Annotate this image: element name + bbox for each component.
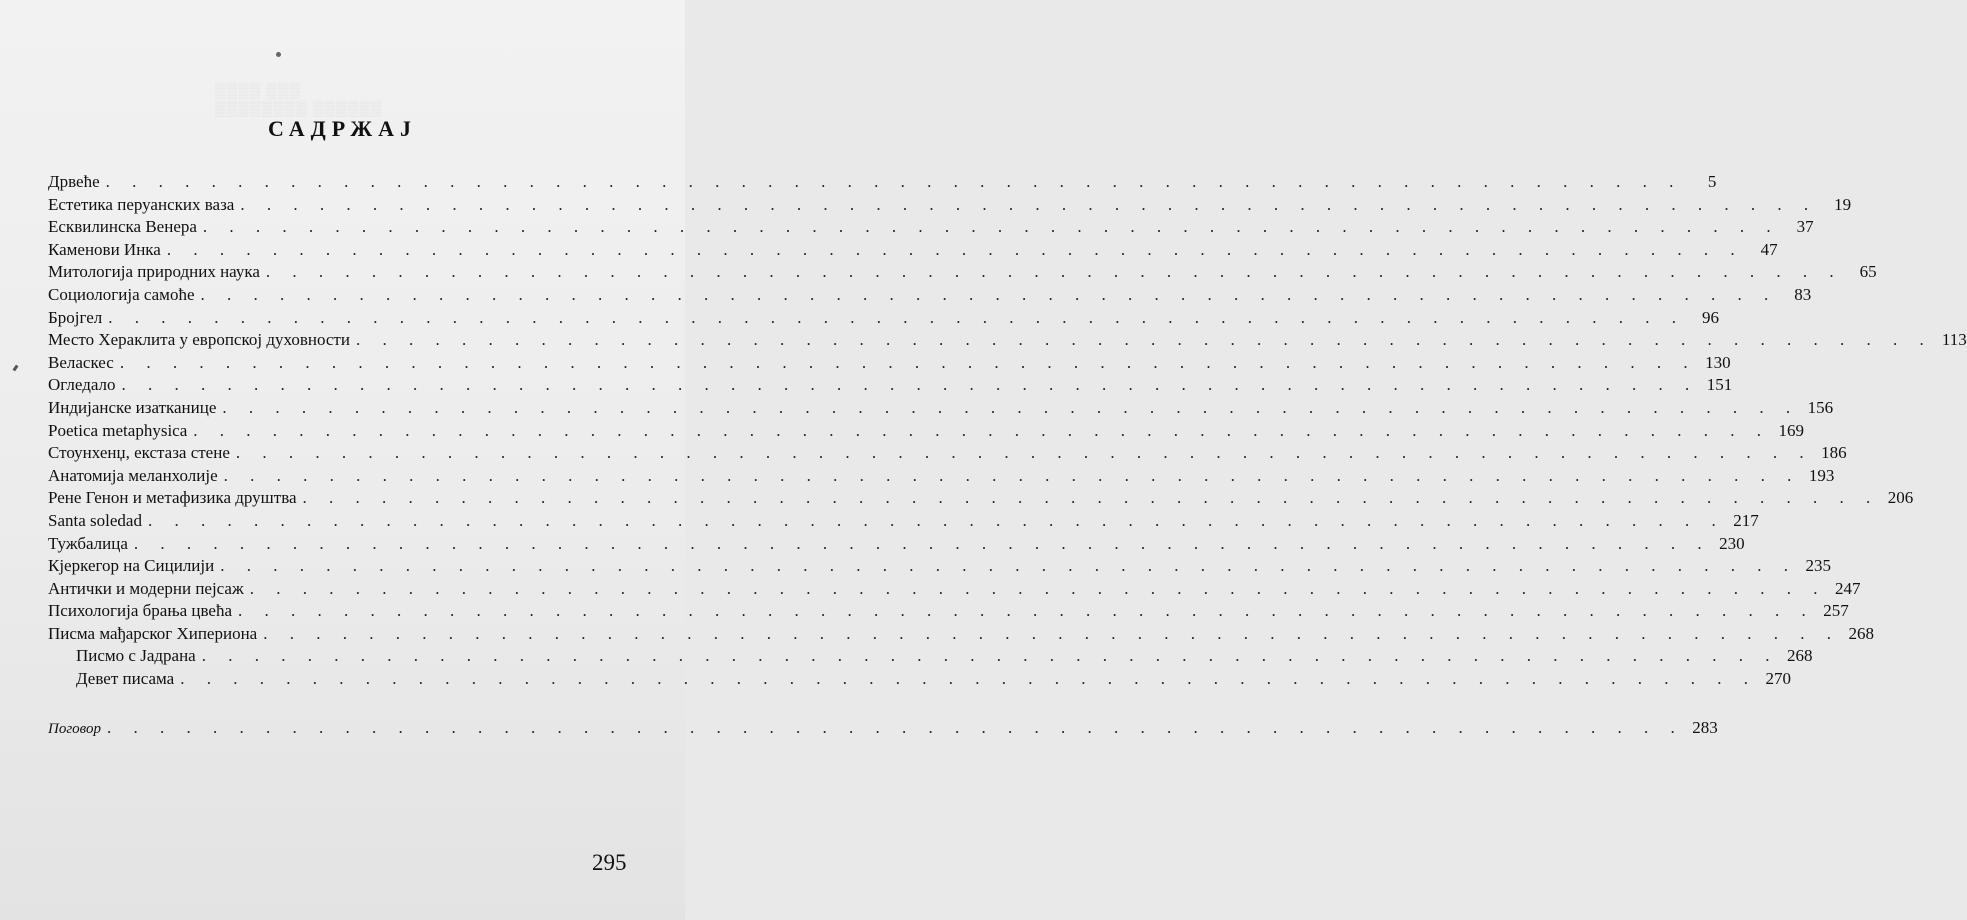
toc-entry — [48, 217, 1814, 240]
dot-leader: . . . . . . . . . . . . . . . . . . . . . . . . . . . . . . . . . . . . . . . . . . . . . . . . . . . . . . . . . . . . — [108, 307, 1686, 327]
entry-page-number: 96 — [1702, 307, 1720, 327]
dot-leader: . . . . . . . . . . . . . . . . . . . . . . . . . . . . . . . . . . . . . . . . . . . . . . . . . . . . . . . . . . . . — [223, 465, 1801, 485]
bleed-through-text: ▒▒▒▒ ▒▒▒ ▒▒▒▒▒▒▒▒ ▒▒▒▒▒▒ — [215, 83, 383, 117]
entry-title: Анатомија меланхолије — [48, 465, 218, 485]
toc-entry — [48, 623, 1874, 647]
entry-title: Митологија природних наука — [48, 262, 260, 282]
toc-entry — [48, 172, 1717, 195]
dot-leader: . . . . . . . . . . . . . . . . . . . . . . . . . . . . . . . . . . . . . . . . . . . . . . . . . . . . . . . . . . . . — [238, 601, 1815, 621]
entry-title: Poetica metaphysica — [48, 420, 188, 440]
toc-entry — [48, 284, 1812, 308]
toc-entry — [48, 601, 1849, 624]
entry-title: Огледало — [48, 375, 116, 395]
entry-title: Антички и модерни пејсаж — [48, 578, 244, 598]
entry-page-number: 19 — [1834, 194, 1852, 214]
entry-title: Веласкес — [48, 352, 114, 372]
dot-leader: . . . . . . . . . . . . . . . . . . . . . . . . . . . . . . . . . . . . . . . . . . . . . . . . . . . . . . . . . . . . — [302, 488, 1880, 508]
dot-leader: . . . . . . . . . . . . . . . . . . . . . . . . . . . . . . . . . . . . . . . . . . . . . . . . . . . . . . . . . . . . — [121, 375, 1699, 395]
ink-mark — [13, 365, 19, 372]
entry-title: Естетика перуанских ваза — [48, 194, 235, 214]
entry-page-number: 186 — [1821, 443, 1847, 463]
dot-leader: . . . . . . . . . . . . . . . . . . . . . . . . . . . . . . . . . . . . . . . . . . . . . . . . . . . . . . . . . . . . — [119, 352, 1697, 372]
toc-entry — [48, 307, 1720, 331]
entry-page-number: 268 — [1848, 623, 1874, 643]
dot-leader: . . . . . . . . . . . . . . . . . . . . . . . . . . . . . . . . . . . . . . . . . . . . . . . . . . . . . . . . . . . . — [202, 217, 1780, 237]
entry-page-number: 268 — [1786, 646, 1813, 666]
entry-page-number: 65 — [1859, 262, 1877, 282]
page-title: САДРЖАЈ — [267, 116, 418, 141]
entry-title: Поговор — [48, 720, 101, 737]
entry-title: Каменови Инка — [48, 239, 161, 259]
entry-title: Социологија самоће — [48, 284, 195, 304]
entry-page-number: 270 — [1765, 669, 1791, 689]
dot-leader: . . . . . . . . . . . . . . . . . . . . . . . . . . . . . . . . . . . . . . . . . . . . . . . . . . . . . . . . . . . . — [107, 717, 1684, 737]
entry-title: Стоунхенџ, екстаза стене — [48, 443, 230, 463]
entry-title: Дрвеће — [48, 172, 100, 191]
toc-entry — [48, 510, 1759, 534]
dot-leader: . . . . . . . . . . . . . . . . . . . . . . . . . . . . . . . . . . . . . . . . . . . . . . . . . . . . . . . . . . . . — [263, 623, 1840, 643]
entry-title: Рене Генон и метафизика друштва — [48, 488, 297, 508]
entry-page-number: 206 — [1887, 488, 1914, 508]
dot-leader: . . . . . . . . . . . . . . . . . . . . . . . . . . . . . . . . . . . . . . . . . . . . . . . . . . . . . . . . . . . . — [193, 420, 1771, 440]
dot-leader: . . . . . . . . . . . . . . . . . . . . . . . . . . . . . . . . . . . . . . . . . . . . . . . . . . . . . . . . . . . . — [240, 194, 1818, 214]
entry-title: Индијанске изатканице — [48, 397, 217, 417]
toc-subentry — [48, 669, 1791, 692]
page-number: 295 — [592, 850, 627, 875]
toc-entry — [48, 420, 1805, 444]
table-of-contents — [48, 172, 1967, 740]
dot-leader: . . . . . . . . . . . . . . . . . . . . . . . . . . . . . . . . . . . . . . . . . . . . . . . . . . . . . . . . . . . . — [200, 284, 1778, 304]
entry-title: Кјеркегор на Сицилији — [48, 556, 215, 576]
toc-subentry — [48, 646, 1813, 669]
entry-page-number: 83 — [1794, 284, 1812, 304]
dot-leader: . . . . . . . . . . . . . . . . . . . . . . . . . . . . . . . . . . . . . . . . . . . . . . . . . . . . . . . . . . . . — [265, 262, 1843, 282]
toc-entry — [48, 375, 1733, 398]
toc-entry — [48, 194, 1852, 218]
entry-page-number: 113 — [1941, 330, 1967, 350]
entry-page-number: 230 — [1719, 533, 1745, 553]
dot-leader: . . . . . . . . . . . . . . . . . . . . . . . . . . . . . . . . . . . . . . . . . . . . . . . . . . . . . . . . . . . . — [105, 172, 1683, 191]
entry-page-number: 5 — [1707, 172, 1717, 191]
entry-page-number: 235 — [1805, 556, 1831, 576]
entry-title: Тужбалица — [48, 533, 128, 553]
toc-entry — [48, 239, 1778, 263]
entry-title: Есквилинска Венера — [48, 217, 197, 237]
toc-entry — [48, 443, 1847, 466]
dot-leader: . . . . . . . . . . . . . . . . . . . . . . . . . . . . . . . . . . . . . . . . . . . . . . . . . . . . . . . . . . . . — [249, 578, 1827, 598]
dot-leader: . . . . . . . . . . . . . . . . . . . . . . . . . . . . . . . . . . . . . . . . . . . . . . . . . . . . . . . . . . . . — [222, 397, 1800, 417]
entry-page-number: 257 — [1823, 601, 1849, 621]
dot-leader: . . . . . . . . . . . . . . . . . . . . . . . . . . . . . . . . . . . . . . . . . . . . . . . . . . . . . . . . . . . . — [133, 533, 1711, 553]
entry-page-number: 247 — [1834, 578, 1861, 598]
toc-afterword — [48, 717, 1718, 741]
dot-leader: . . . . . . . . . . . . . . . . . . . . . . . . . . . . . . . . . . . . . . . . . . . . . . . . . . . . . . . . . . . . — [355, 330, 1933, 350]
entry-title: Психологија брања цвећа — [48, 601, 233, 621]
entry-title: Бројгел — [48, 307, 103, 327]
entry-page-number: 169 — [1778, 420, 1805, 440]
ink-speck — [276, 52, 281, 57]
entry-title: Девет писама — [76, 669, 175, 689]
toc-entry — [48, 262, 1877, 285]
dot-leader: . . . . . . . . . . . . . . . . . . . . . . . . . . . . . . . . . . . . . . . . . . . . . . . . . . . . . . . . . . . . — [201, 646, 1779, 666]
toc-entry — [48, 465, 1835, 489]
toc-entry — [48, 578, 1861, 602]
entry-page-number: 283 — [1692, 717, 1718, 737]
entry-page-number: 217 — [1733, 510, 1759, 530]
toc-entry — [48, 397, 1834, 421]
entry-page-number: 151 — [1706, 375, 1733, 395]
entry-title: Santa soledad — [48, 510, 142, 530]
entry-page-number: 130 — [1705, 352, 1731, 372]
entry-page-number: 37 — [1796, 217, 1814, 237]
entry-title: Писмо с Јадрана — [76, 646, 196, 666]
toc-entry — [48, 488, 1914, 511]
toc-entry — [48, 352, 1731, 376]
entry-page-number: 193 — [1808, 465, 1835, 485]
dot-leader: . . . . . . . . . . . . . . . . . . . . . . . . . . . . . . . . . . . . . . . . . . . . . . . . . . . . . . . . . . . . — [220, 556, 1797, 576]
dot-leader: . . . . . . . . . . . . . . . . . . . . . . . . . . . . . . . . . . . . . . . . . . . . . . . . . . . . . . . . . . . . — [180, 669, 1757, 689]
dot-leader: . . . . . . . . . . . . . . . . . . . . . . . . . . . . . . . . . . . . . . . . . . . . . . . . . . . . . . . . . . . . — [235, 443, 1813, 463]
entry-page-number: 156 — [1807, 397, 1834, 417]
toc-entry — [48, 330, 1967, 353]
entry-title: Писма мађарског Хипериона — [48, 623, 258, 643]
entry-page-number: 47 — [1760, 239, 1778, 259]
dot-leader: . . . . . . . . . . . . . . . . . . . . . . . . . . . . . . . . . . . . . . . . . . . . . . . . . . . . . . . . . . . . — [147, 510, 1725, 530]
dot-leader: . . . . . . . . . . . . . . . . . . . . . . . . . . . . . . . . . . . . . . . . . . . . . . . . . . . . . . . . . . . . — [166, 239, 1744, 259]
toc-entry — [48, 533, 1745, 557]
toc-entry — [48, 556, 1831, 579]
entry-title: Место Хераклита у европској духовности — [48, 330, 350, 350]
